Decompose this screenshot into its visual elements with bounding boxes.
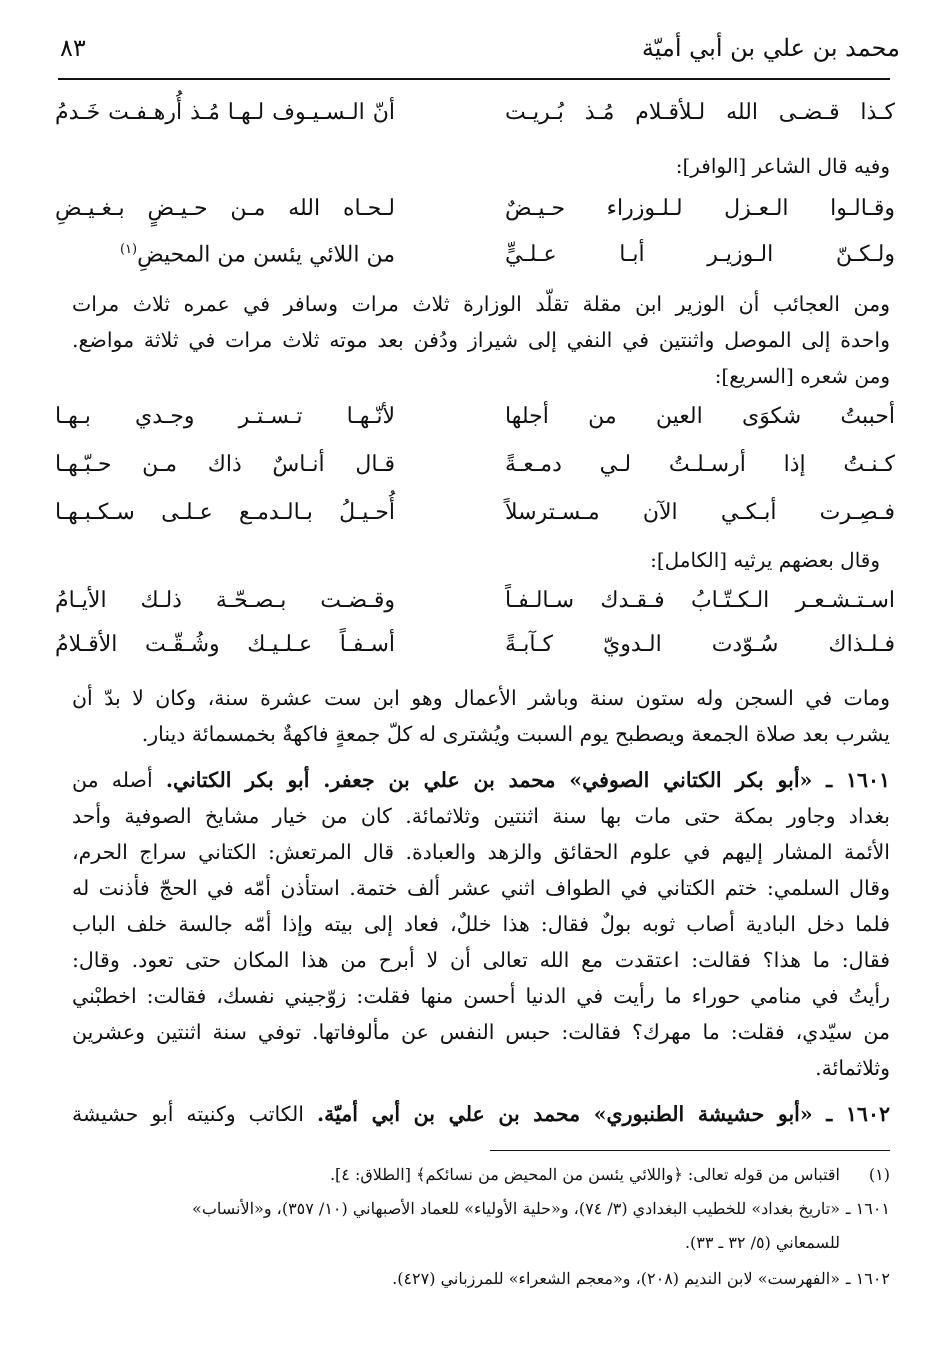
footnote-divider xyxy=(490,1150,890,1151)
verse-first-hemistich: ولـكـنّ الـوزيـر أبـا عـلـيٍّ xyxy=(505,242,895,267)
meter-intro: وقال بعضهم يرثيه [الكامل]: xyxy=(650,548,880,572)
header-divider xyxy=(58,78,890,80)
paragraph-line: بغداد وجاور بمكة حتى مات بها سنة اثنتين وثلاثمائة. كان من خيار مشايخ الصوفية وأحد xyxy=(72,804,890,828)
paragraph-line: وثلاثمائة. xyxy=(815,1056,890,1080)
paragraph-line: يشرب بعد صلاة الجمعة ويصطبح يوم السبت ويُشترى له كلّ جمعةٍ فاكهةٌ بخمسمائة دينار. xyxy=(141,722,890,746)
page-number: ٨٣ xyxy=(60,34,86,62)
verse-first-hemistich: فـصِـرت أبـكـي الآن مـسـترسلاً xyxy=(505,500,895,525)
verse-second-hemistich: لأنّـهـا تـسـتـر وجـدي بـهـا xyxy=(55,404,395,429)
verse-second-hemistich xyxy=(55,242,395,267)
paragraph-line: من سيّدي، فقلت: ما مهرك؟ فقالت: حبس النفس عن مألوفاتها. توفي سنة اثنتين وعشرين xyxy=(72,1020,890,1044)
footnote-number: (١) xyxy=(868,1165,890,1184)
entry-heading: ١٦٠١ ـ «أبو بكر الكتاني الصوفي» محمد بن علي بن جعفر. أبو بكر الكتاني. xyxy=(165,768,891,792)
paragraph-line: فلما دخل البادية أصاب ثوبه بولٌ فقال: هذا خللٌ، فعاد إلى بيته وإذا أمّه جالسة خلف الباب xyxy=(72,912,890,936)
verse-line xyxy=(55,452,895,486)
footnote xyxy=(72,1228,890,1258)
paragraph-line: الأئمة المشار إليهم في علوم الحقائق والزهد والعبادة. قال المرتعش: الكتاني سراج الحرم، xyxy=(72,840,890,864)
verse-second-hemistich: أسـفـاً عـلـيـك وشُـقّـت الأقـلامُ xyxy=(55,632,395,657)
verse-second-hemistich: لـحـاه الله مـن حـيـضٍ بـغـيـضِ xyxy=(55,196,395,221)
footnote-text: اقتباس من قوله تعالى: ﴿واللائي يئسن من المحيض من نسائكم﴾ [الطلاق: ٤]. xyxy=(329,1165,840,1184)
verse-first-hemistich: كـنـتُ إذا أرسـلـتُ لـي دمـعـةً xyxy=(505,452,895,477)
paragraph-line: وقال السلمي: ختم الكتاني في الطواف اثني عشر ألف ختمة. استأذن أمّه في الحجّ فأذنت له xyxy=(72,876,890,900)
footnote-marker: (١) xyxy=(119,242,138,257)
footnote xyxy=(72,1194,890,1224)
paragraph-line: ومن العجائب أن الوزير ابن مقلة تقلّد الوزارة ثلاث مرات وسافر في عمره ثلاث مرات xyxy=(72,292,890,316)
verse-first-hemistich: فـلـذاك سُـوّدت الـدويّ كـآبـةً xyxy=(505,632,895,657)
verse-line xyxy=(55,588,895,622)
verse-line xyxy=(55,242,895,276)
paragraph-line: ومات في السجن وله ستون سنة وباشر الأعمال وهو ابن ست عشرة سنة، وكان لا بدّ أن xyxy=(72,686,890,710)
paragraph-line: رأيتُ في منامي حوراء ما رأيت في الدنيا أحسن منها فقلت: زوّجيني نفسك، فقالت: اخطبْني xyxy=(72,984,890,1008)
footnote-text: للسمعاني (٥/ ٣٢ ـ ٣٣). xyxy=(684,1233,840,1252)
meter-intro: ومن شعره [السريع]: xyxy=(714,364,890,388)
entry-text: الكاتب وكنيته أبو حشيشة xyxy=(72,1102,304,1126)
verse-second-hemistich: أنّ الـسـيـوف لـهـا مُـذ أُرهـفـت خَـدمُ xyxy=(55,100,395,125)
verse-line xyxy=(55,196,895,230)
verse-first-hemistich: كـذا قـضـى الله لـلأقـلام مُـذ بُـريـت xyxy=(505,100,895,125)
entry-first-line xyxy=(72,762,890,798)
footnote-number: ١٦٠٢ ـ xyxy=(845,1269,890,1288)
paragraph-line: واحدة إلى الموصل واثنتين في النفي إلى شيراز ودُفن بعد موته ثلاث مرات في ثلاثة مواضع. xyxy=(72,328,890,352)
running-title: محمد بن علي بن أبي أميّة xyxy=(641,34,900,62)
paragraph-line: فقال: ما هذا؟ فقالت: اعتقدت مع الله تعالى أن لا أبرح من هذا المكان حتى تعود. وقال: xyxy=(72,948,890,972)
verse-second-hemistich: أُحـيـلُ بـالـدمـع عـلـى سـكـبـهـا xyxy=(55,500,395,525)
verse-first-hemistich: اسـتـشـعـر الـكـتّـابُ فـقـدك سـالـفـاً xyxy=(505,588,895,613)
verse-line xyxy=(55,100,895,134)
footnote xyxy=(72,1160,890,1190)
entry-heading: ١٦٠٢ ـ «أبو حشيشة الطنبوري» محمد بن علي بن أبي أميّة. xyxy=(316,1102,890,1126)
footnote-text: «الفهرست» لابن النديم (٢٠٨)، و«معجم الشعراء» للمرزباني (٤٢٧). xyxy=(392,1269,840,1288)
verse-line xyxy=(55,632,895,666)
meter-intro: وفيه قال الشاعر [الوافر]: xyxy=(675,154,890,178)
page-header xyxy=(60,34,900,74)
verse-second-hemistich: وقـضـت بـصـحّـة ذلـك الأيـامُ xyxy=(55,588,395,613)
verse-first-hemistich: وقـالـوا الـعـزل لـلـوزراء حـيـضٌ xyxy=(505,196,895,221)
entry-first-line xyxy=(72,1096,890,1132)
verse-first-hemistich: أحببتُ شكوَى العين من أجلها xyxy=(505,404,895,429)
verse-text: من اللائي يئسن من المحيضِ xyxy=(137,242,395,268)
verse-line xyxy=(55,500,895,534)
verse-line xyxy=(55,404,895,438)
footnote xyxy=(72,1264,890,1294)
footnote-number: ١٦٠١ ـ xyxy=(845,1199,890,1218)
verse-second-hemistich: قـال أنـاسٌ ذاك مـن حـبّـهـا xyxy=(55,452,395,477)
footnote-text: «تاريخ بغداد» للخطيب البغدادي (٣/ ٧٤)، و«حلية الأولياء» للعماد الأصبهاني (١٠/ ٣٥٧)، و«الأنساب» xyxy=(192,1199,840,1218)
entry-text: أصله من xyxy=(72,768,153,792)
